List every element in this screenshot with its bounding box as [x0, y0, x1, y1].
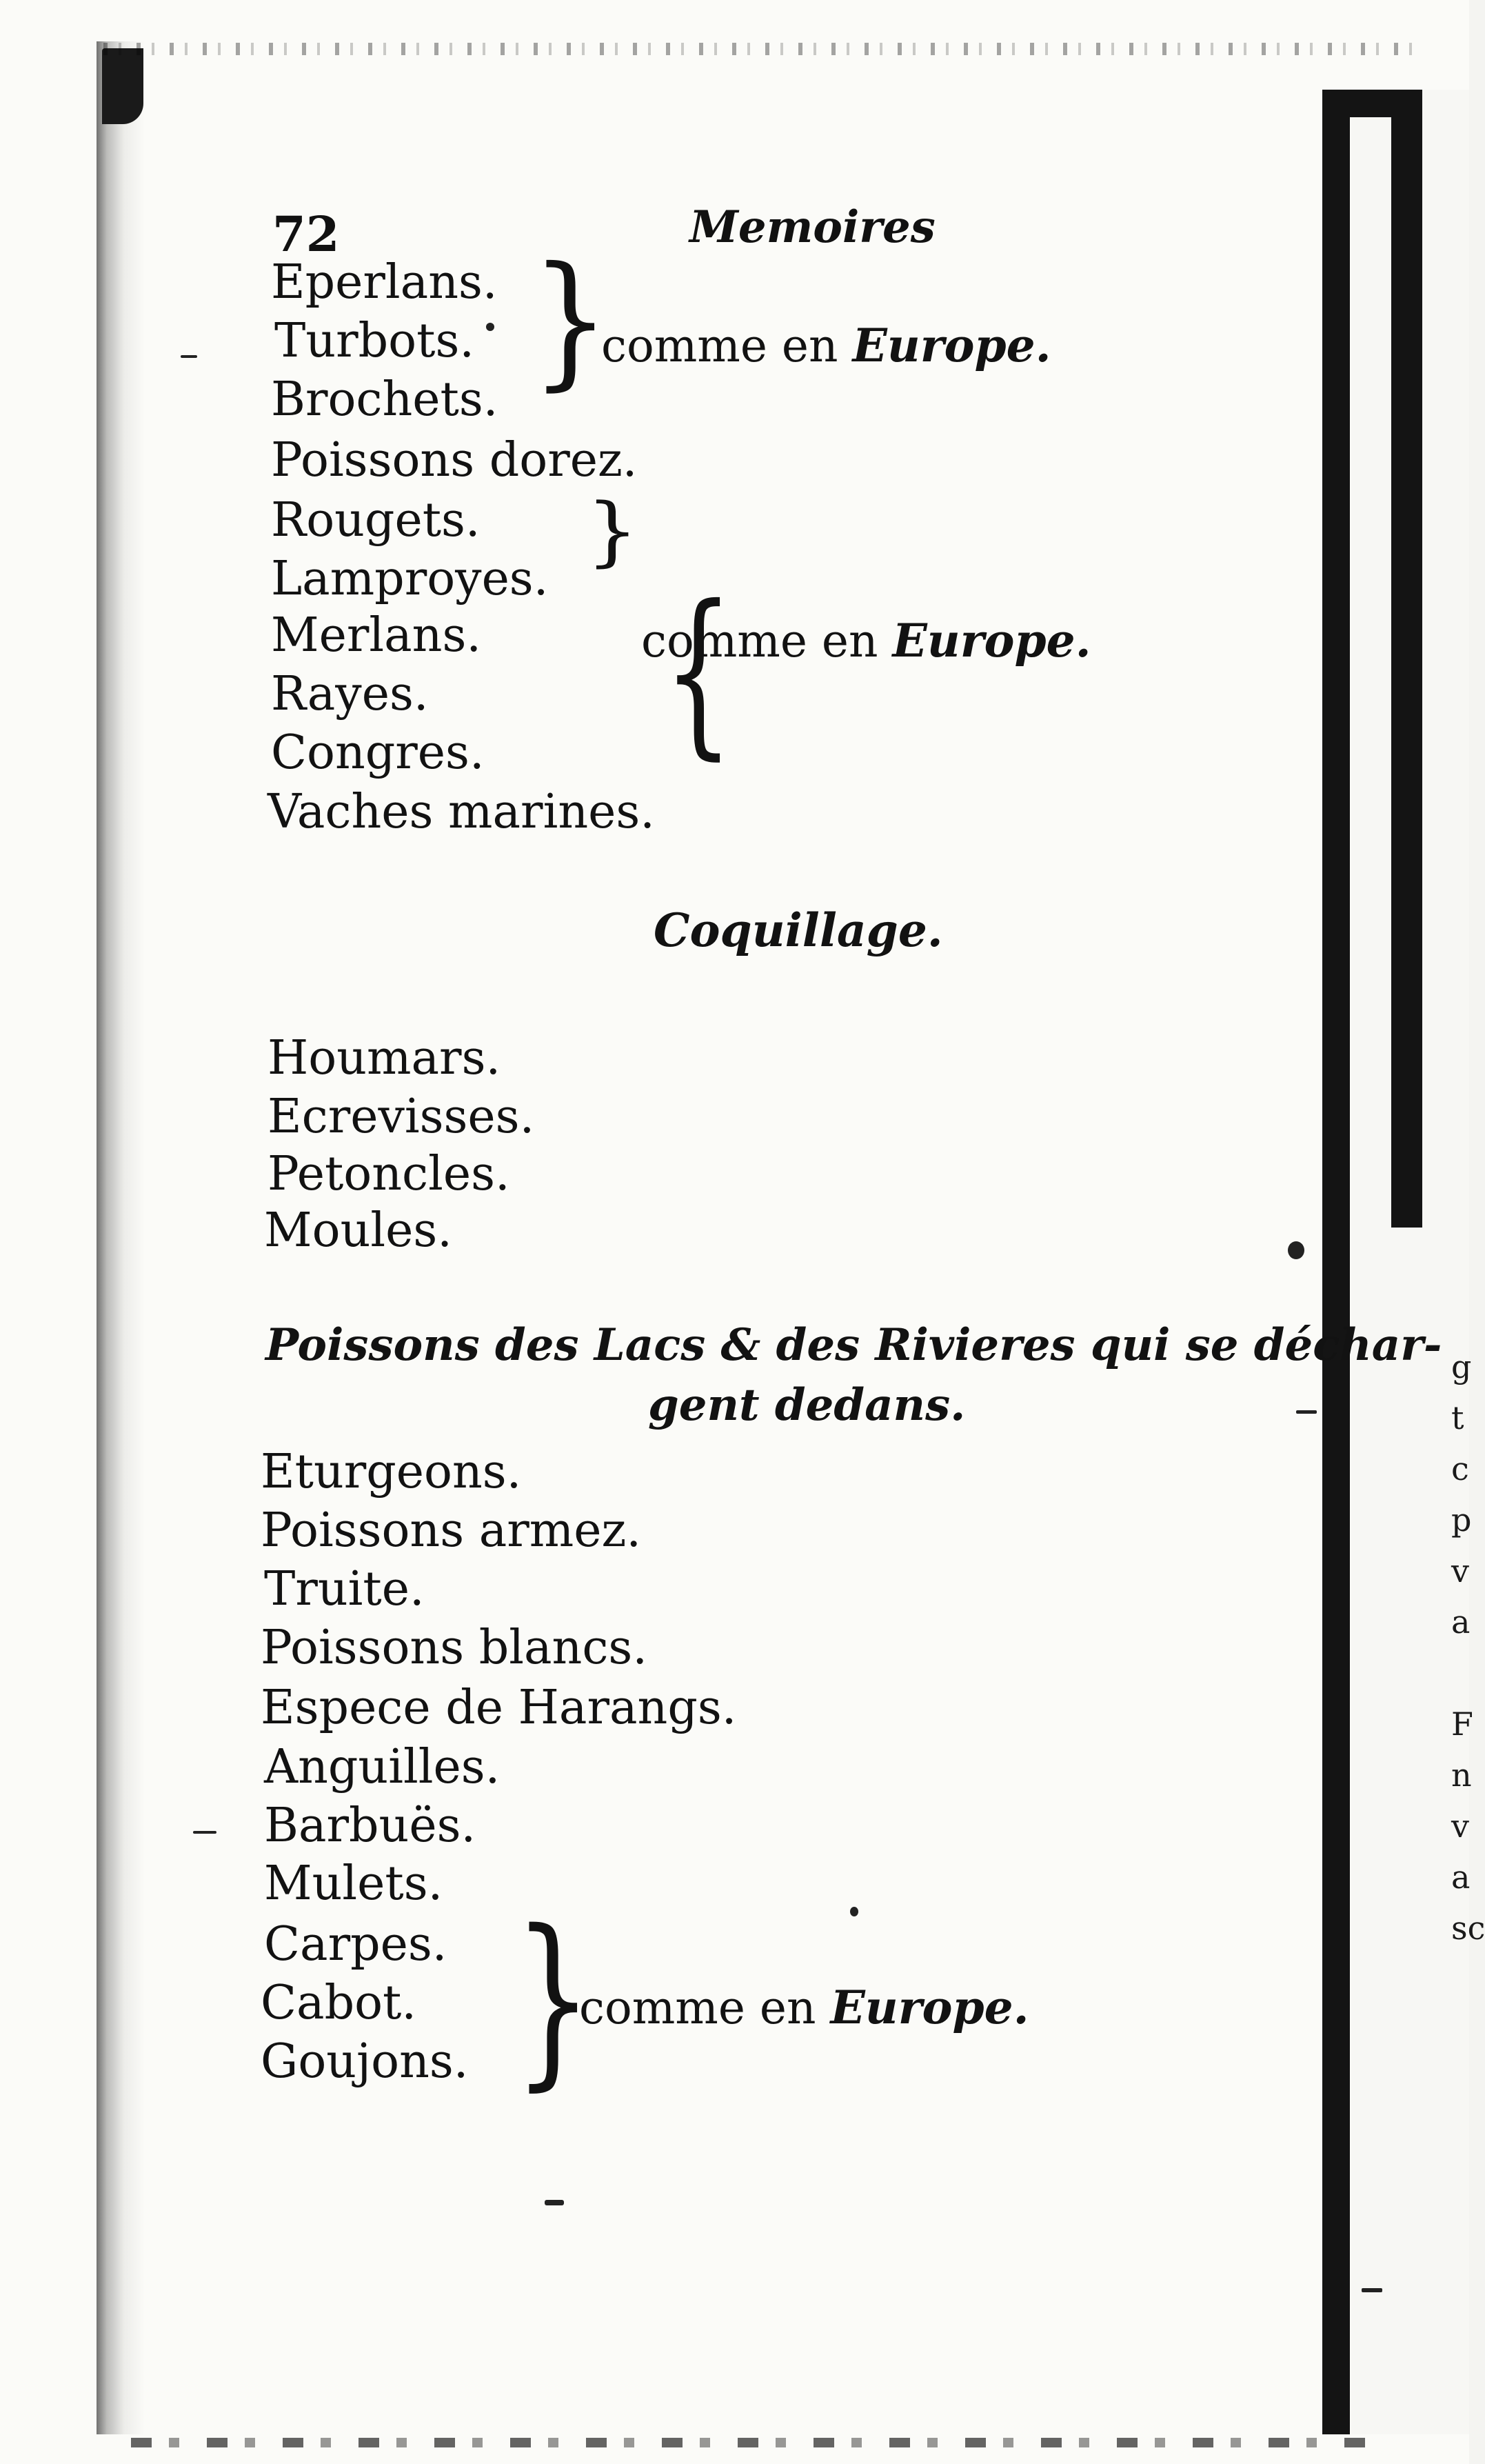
- curly-brace-icon: }: [586, 486, 639, 575]
- list-item: Anguilles.: [264, 1740, 501, 1794]
- list-item: Poissons armez.: [261, 1503, 641, 1558]
- page-number: 72: [272, 206, 340, 263]
- list-item: Lamproyes.: [271, 552, 549, 606]
- running-title: Memoires: [689, 201, 936, 253]
- list-item: Brochets.: [271, 372, 498, 427]
- section-heading: Poissons des Lacs & des Rivieres qui se déchar-: [265, 1319, 1442, 1371]
- ink-speck: [1296, 1410, 1317, 1414]
- facing-fragment: v: [1451, 1552, 1469, 1590]
- curly-brace-icon: }: [663, 567, 734, 777]
- ink-speck: [850, 1907, 858, 1916]
- facing-fragment: c: [1451, 1450, 1469, 1488]
- scan-top-edge: [103, 43, 1413, 55]
- ink-speck: [1362, 2288, 1382, 2292]
- ink-speck: [545, 2200, 564, 2205]
- list-item: Poissons dorez.: [271, 433, 638, 488]
- scan-bottom-edge: [131, 2438, 1372, 2447]
- facing-fragment: v: [1451, 1807, 1469, 1845]
- ink-speck: [486, 323, 494, 331]
- facing-page-text: [1451, 1345, 1485, 1957]
- curly-brace-icon: }: [514, 1891, 593, 2108]
- facing-fragment: t: [1451, 1399, 1464, 1436]
- list-item: Vaches marines.: [267, 785, 655, 839]
- curly-brace-icon: }: [531, 236, 610, 405]
- list-item: Goujons.: [261, 2034, 469, 2089]
- list-item: Rougets.: [271, 493, 481, 548]
- section-heading: Coquillage.: [654, 903, 943, 957]
- list-item: Congres.: [271, 725, 485, 780]
- facing-fragment: a: [1451, 1859, 1471, 1896]
- list-item: Mulets.: [264, 1856, 443, 1911]
- list-item: Merlans.: [271, 608, 481, 663]
- ink-speck: [1288, 1241, 1304, 1259]
- bracket-note: comme en Europe.: [641, 614, 1091, 668]
- list-item: Ecrevisses.: [267, 1090, 535, 1144]
- list-item: Poissons blancs.: [261, 1621, 647, 1675]
- list-item: Eturgeons.: [261, 1445, 522, 1499]
- ink-speck: [181, 355, 197, 358]
- list-item: Barbuës.: [264, 1799, 476, 1853]
- list-item: Eperlans.: [271, 255, 498, 310]
- gutter-shadow: [1322, 90, 1350, 2434]
- binding-shadow: [97, 41, 145, 2434]
- facing-fragment: a: [1451, 1603, 1471, 1641]
- list-item: Turbots.: [274, 314, 474, 368]
- ink-speck: [193, 1831, 216, 1834]
- scan-corner-mark: [102, 48, 143, 124]
- bracket-note: comme en Europe.: [579, 1981, 1029, 2034]
- gutter-shadow-upper: [1391, 90, 1422, 1228]
- list-item: Carpes.: [264, 1917, 447, 1972]
- facing-fragment: F: [1451, 1705, 1473, 1743]
- facing-fragment: sc: [1451, 1910, 1485, 1947]
- list-item: Truite.: [264, 1562, 425, 1616]
- bracket-note: comme en Europe.: [601, 319, 1051, 372]
- facing-fragment: [1451, 1651, 1472, 1702]
- section-heading-continued: gent dedans.: [648, 1379, 966, 1431]
- list-item: Espece de Harangs.: [261, 1681, 737, 1735]
- list-item: Moules.: [264, 1203, 452, 1258]
- list-item: Cabot.: [261, 1976, 416, 2030]
- facing-fragment: p: [1451, 1501, 1472, 1539]
- facing-fragment: n: [1451, 1756, 1472, 1794]
- facing-fragment: g: [1451, 1348, 1472, 1385]
- list-item: Rayes.: [271, 667, 429, 721]
- list-item: Houmars.: [267, 1031, 501, 1085]
- list-item: Petoncles.: [267, 1147, 510, 1201]
